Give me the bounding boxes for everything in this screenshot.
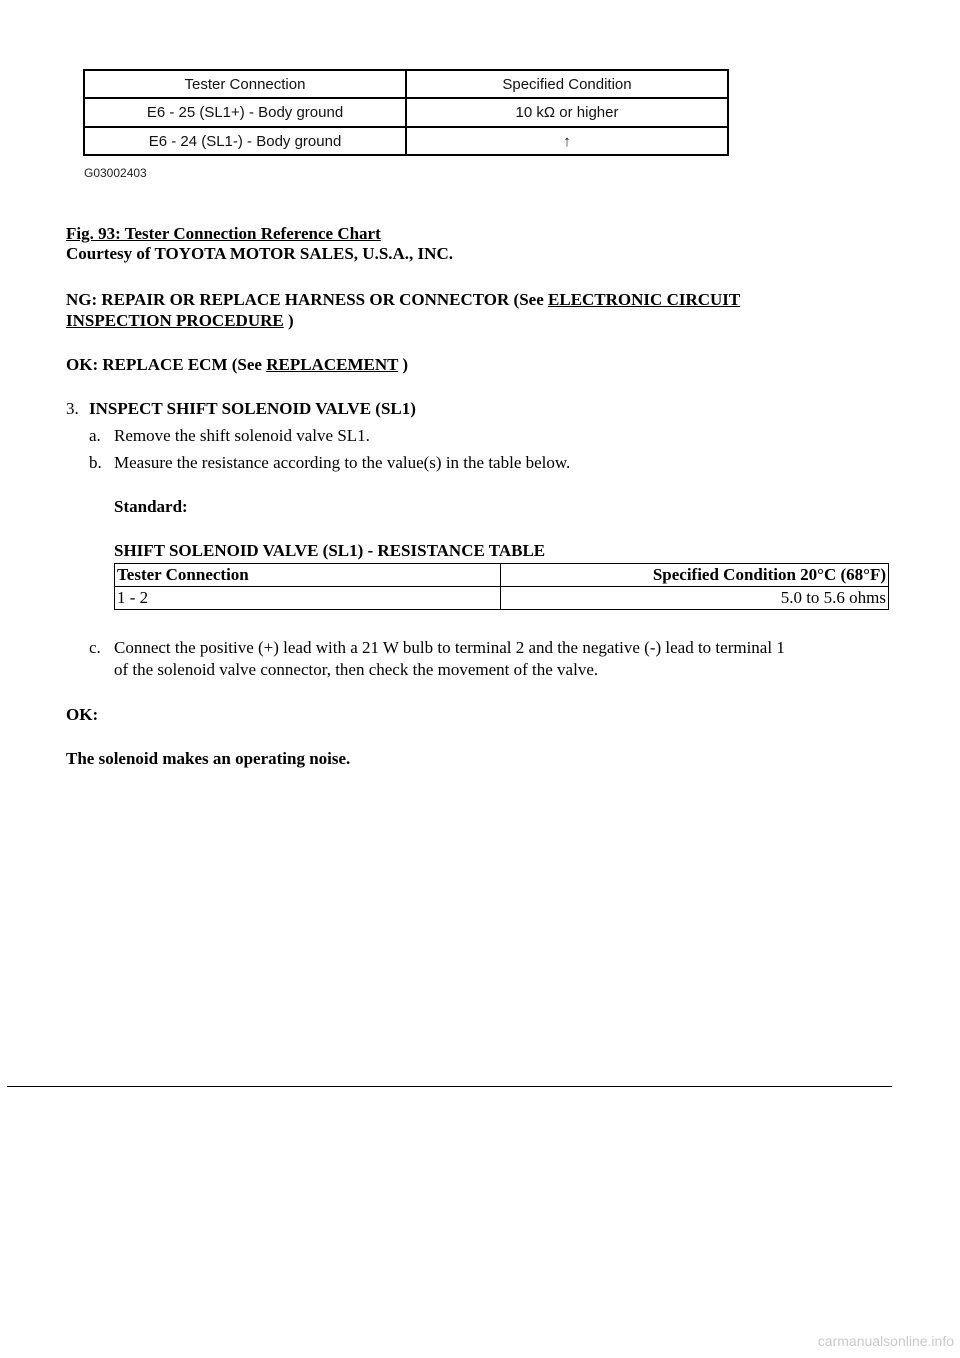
figure-courtesy: Courtesy of TOYOTA MOTOR SALES, U.S.A., INC. xyxy=(66,244,453,263)
ng-suffix: ) xyxy=(283,311,294,330)
table-header-row xyxy=(115,564,889,587)
figure-cell-row2-condition: ↑ xyxy=(563,132,571,150)
item-b-letter: b. xyxy=(89,453,102,472)
step-3-heading xyxy=(66,399,79,419)
figure-cell-row1-connection: E6 - 25 (SL1+) - Body ground xyxy=(85,99,407,128)
item-b-text: Measure the resistance according to the value(s) in the table below. xyxy=(114,453,571,472)
item-c-line2: of the solenoid valve connector, then check the movement of the valve. xyxy=(114,660,599,679)
step-3-number: 3. xyxy=(66,399,79,418)
resistance-table-title: SHIFT SOLENOID VALVE (SL1) - RESISTANCE TABLE xyxy=(114,541,546,560)
figure-header-specified-condition: Specified Condition xyxy=(407,71,727,99)
table-row xyxy=(115,587,889,610)
standard-label: Standard: xyxy=(114,497,188,516)
step-3-title: INSPECT SHIFT SOLENOID VALVE (SL1) xyxy=(89,399,416,418)
replacement-link[interactable]: REPLACEMENT xyxy=(266,355,399,374)
table-header-specified-condition: Specified Condition 20°C (68°F) xyxy=(501,564,889,587)
table-cell-connection: 1 - 2 xyxy=(115,587,501,610)
item-c-letter: c. xyxy=(89,638,101,657)
item-c-line1: Connect the positive (+) lead with a 21 W bulb to terminal 2 and the negative (-) lead to terminal 1 xyxy=(114,638,785,657)
figure-cell-row2-connection: E6 - 24 (SL1-) - Body ground xyxy=(85,128,407,154)
ng-link-electronic-circuit[interactable]: ELECTRONIC CIRCUIT xyxy=(548,290,741,309)
figure-code: G03002403 xyxy=(84,166,147,180)
page-divider xyxy=(7,1086,892,1087)
ok-replace-ecm xyxy=(66,355,408,375)
ok-label: OK: xyxy=(66,705,99,724)
ng-link-inspection-procedure[interactable]: INSPECTION PROCEDURE xyxy=(66,311,284,330)
item-a-letter: a. xyxy=(89,426,101,445)
figure-caption[interactable]: Fig. 93: Tester Connection Reference Chart xyxy=(66,224,381,243)
item-a-text: Remove the shift solenoid valve SL1. xyxy=(114,426,370,445)
site-watermark: carmanualsonline.info xyxy=(817,1333,954,1349)
ng-prefix: NG: REPAIR OR REPLACE HARNESS OR CONNECTOR (See xyxy=(66,290,549,309)
ok-text: The solenoid makes an operating noise. xyxy=(66,749,351,768)
tester-connection-figure xyxy=(83,69,729,156)
resistance-table xyxy=(114,563,889,610)
ok-replace-suffix: ) xyxy=(398,355,409,374)
ok-replace-prefix: OK: REPLACE ECM (See xyxy=(66,355,267,374)
table-cell-condition: 5.0 to 5.6 ohms xyxy=(501,587,889,610)
figure-header-tester-connection: Tester Connection xyxy=(85,71,407,99)
ng-instruction xyxy=(66,290,740,310)
ng-instruction-line2 xyxy=(66,311,294,331)
figure-cell-row1-condition: 10 kΩ or higher xyxy=(407,99,727,128)
table-header-tester-connection: Tester Connection xyxy=(115,564,501,587)
